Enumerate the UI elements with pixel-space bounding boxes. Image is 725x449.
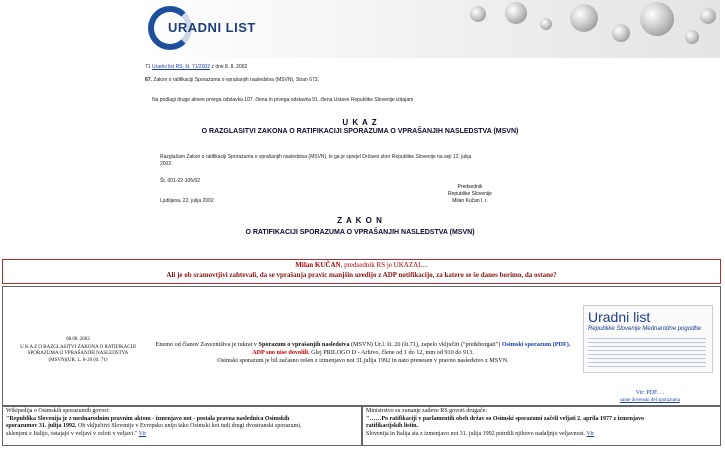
body-line: 2002. bbox=[160, 161, 173, 167]
br-line3: ratifikacijskih listin. bbox=[366, 423, 419, 429]
doc-reference bbox=[145, 64, 247, 70]
bubble-decoration-icon bbox=[685, 30, 699, 44]
bl-text: sklenjeni z Italijo, ostajajo v veljavi v celoti v veljavi." bbox=[6, 430, 138, 437]
doc-body bbox=[160, 154, 575, 168]
redbox-line2: Ali je ob sramovtjivi zahtevali, da se vprašanja pravic manjšin uredijo z ADP notifikacijo, za katero se še danes borimo, da ostane? bbox=[166, 271, 557, 279]
ref-number: 71 bbox=[145, 64, 151, 70]
doc-item bbox=[145, 77, 319, 83]
item-number: 67. bbox=[145, 77, 152, 83]
ukaz-title: O RAZGLASITVI ZAKONA O RATIFIKACIJI SPORAZUMA O VPRAŠANJIH NASLEDSTVA (MSVN) bbox=[201, 128, 519, 135]
vir-block bbox=[610, 390, 690, 404]
doc-number: Št. 001-22-105/02 bbox=[160, 178, 201, 184]
ref-link[interactable]: Uradni list RS, št. 71/2002 bbox=[151, 64, 211, 70]
left-title: U K A Z O RAZGLASITVI ZAKONA O RATIFIKACIJI SPORAZUMA O VPRAŠANJIH NASLEDSTVA bbox=[20, 345, 136, 356]
middle-text-part: (MSVN) Ur.l. št. 20 (št.71), zapelo vključiti ("pretkhorgati") bbox=[349, 341, 502, 348]
middle-text-part: Enemo od članov Zavezništva je tukrat v bbox=[155, 341, 259, 348]
zakon-title: O RATIFIKACIJI SPORAZUMA O VPRAŠANJIH NASLEDSTVA (MSVN) bbox=[245, 229, 475, 236]
uradni-list-pogodbe-logo bbox=[583, 305, 713, 373]
bl-line3 bbox=[6, 423, 358, 431]
sig-role: Predsednik bbox=[457, 184, 483, 190]
body-line: Razglašam Zakon o ratifikaciji Sporazuma o vprašanjih nasledstva (MSVN), ki ga je sprejel Državni zbor Republike Slovenije na seji 12. julija bbox=[160, 154, 472, 160]
bubble-decoration-icon bbox=[470, 6, 486, 22]
bl-line5 bbox=[6, 431, 358, 439]
middle-text-part: Glej PRILOGO D - Arhivo, člene od 1 do 12, mm od 910 do 913. bbox=[309, 349, 474, 356]
bl-bold: sporazumov 31. julija 1992. bbox=[6, 423, 77, 429]
bl-vir-link[interactable]: Vir bbox=[138, 430, 147, 437]
vir-label[interactable]: Vir: PDF. . . bbox=[635, 390, 665, 396]
logo-text: URADNI LIST bbox=[168, 20, 256, 35]
bubble-decoration-icon bbox=[640, 2, 674, 36]
place-date: Ljubljana, 22. julija 2002 bbox=[160, 198, 214, 204]
kucan-name: Milan KUČAN bbox=[295, 261, 341, 269]
bubble-decoration-icon bbox=[570, 4, 598, 32]
bubble-decoration-icon bbox=[505, 2, 527, 24]
bl-text: Ob vključitvi Slovenije v Evropsko unijo tako Osimski kot tudi drugi dvostranski sporazumi, bbox=[76, 423, 302, 429]
signature-block bbox=[430, 184, 510, 205]
br-line4 bbox=[366, 431, 717, 439]
adp-warning: ADP sno nise dovolili. bbox=[252, 349, 310, 356]
zakon-heading: Z A K O N bbox=[337, 216, 383, 225]
bubble-decoration-icon bbox=[540, 18, 552, 30]
bl-line1: Wikipedija o Osimskih sporazumih govori: bbox=[6, 408, 110, 414]
vir-link[interactable]: same dovenski del sporazuma bbox=[620, 398, 680, 403]
ul-logo-lines bbox=[588, 338, 706, 368]
left-ref: (MSVN)(UR. L. 8-20 (št. 71) bbox=[48, 358, 108, 363]
left-summary bbox=[13, 337, 143, 364]
ukaz-heading: U K A Z bbox=[342, 118, 378, 127]
bl-line2: "Republika Slovenija je z mednarodnim pravnim aktom - izmenjavo not - postala pravna naslednica Osimskih bbox=[6, 415, 290, 422]
ref-date: z dne 8. 8. 2002 bbox=[211, 64, 248, 70]
kucan-highlight-box bbox=[2, 259, 721, 284]
item-title: Zakon o ratifikaciji Sporazuma o vprašanjih nasledstva (MSVN), Stran 673. bbox=[153, 77, 319, 83]
sig-name: Milan Kučan l. r. bbox=[452, 198, 488, 204]
wikipedia-quote-box bbox=[2, 406, 362, 446]
osimski-link[interactable]: Osimski sporazum bbox=[501, 341, 552, 348]
sig-org: Republike Slovenije bbox=[448, 191, 492, 197]
redbox-line1 bbox=[3, 260, 720, 270]
br-vir-link[interactable]: Vir bbox=[586, 430, 595, 437]
middle-text bbox=[153, 341, 573, 365]
preamble: Na podlagi druge alinee prvega odstavka 107. člena in prvega odstavka 91. člena Ustave Republike Slovenije izdajam bbox=[152, 97, 414, 103]
br-line1: Ministrstvo za zunanje zadeve RS govori drugače: bbox=[366, 408, 487, 414]
left-date: 08.08. 2002 bbox=[66, 337, 90, 342]
br-line2: "……Po ratifikaciji v parlamentih obeh držav so Osimski sporazumi začeli veljati 2. aprila 1977 z izmenjavo bbox=[366, 415, 644, 422]
br-text: Slovenija in Italija sta z izmenjavo not 31. julija 1992 potrdili njihovo nadaljnjo veljavnost. bbox=[366, 430, 586, 437]
msvn-emphasis: Sporazum o vprašanjih nasledstva bbox=[258, 341, 350, 348]
ul-logo-sub: Republike Slovenije Mednarodne pogodbe bbox=[588, 326, 702, 332]
pdf-link[interactable]: (PDF), bbox=[551, 341, 571, 348]
ul-logo-title: Uradni list bbox=[588, 309, 651, 325]
bubble-decoration-icon bbox=[700, 8, 716, 24]
ministry-quote-box bbox=[362, 406, 721, 446]
bubble-decoration-icon bbox=[612, 24, 630, 42]
redbox-line1-rest: , predsednik RS je UKAZAL... bbox=[340, 261, 428, 269]
middle-text-part: Osimski sporazum je bil začasno rešen z izmenjavo not 31.julija 1992 in nato prenesen v pravno nasledstvo z MSVN. bbox=[217, 357, 509, 364]
